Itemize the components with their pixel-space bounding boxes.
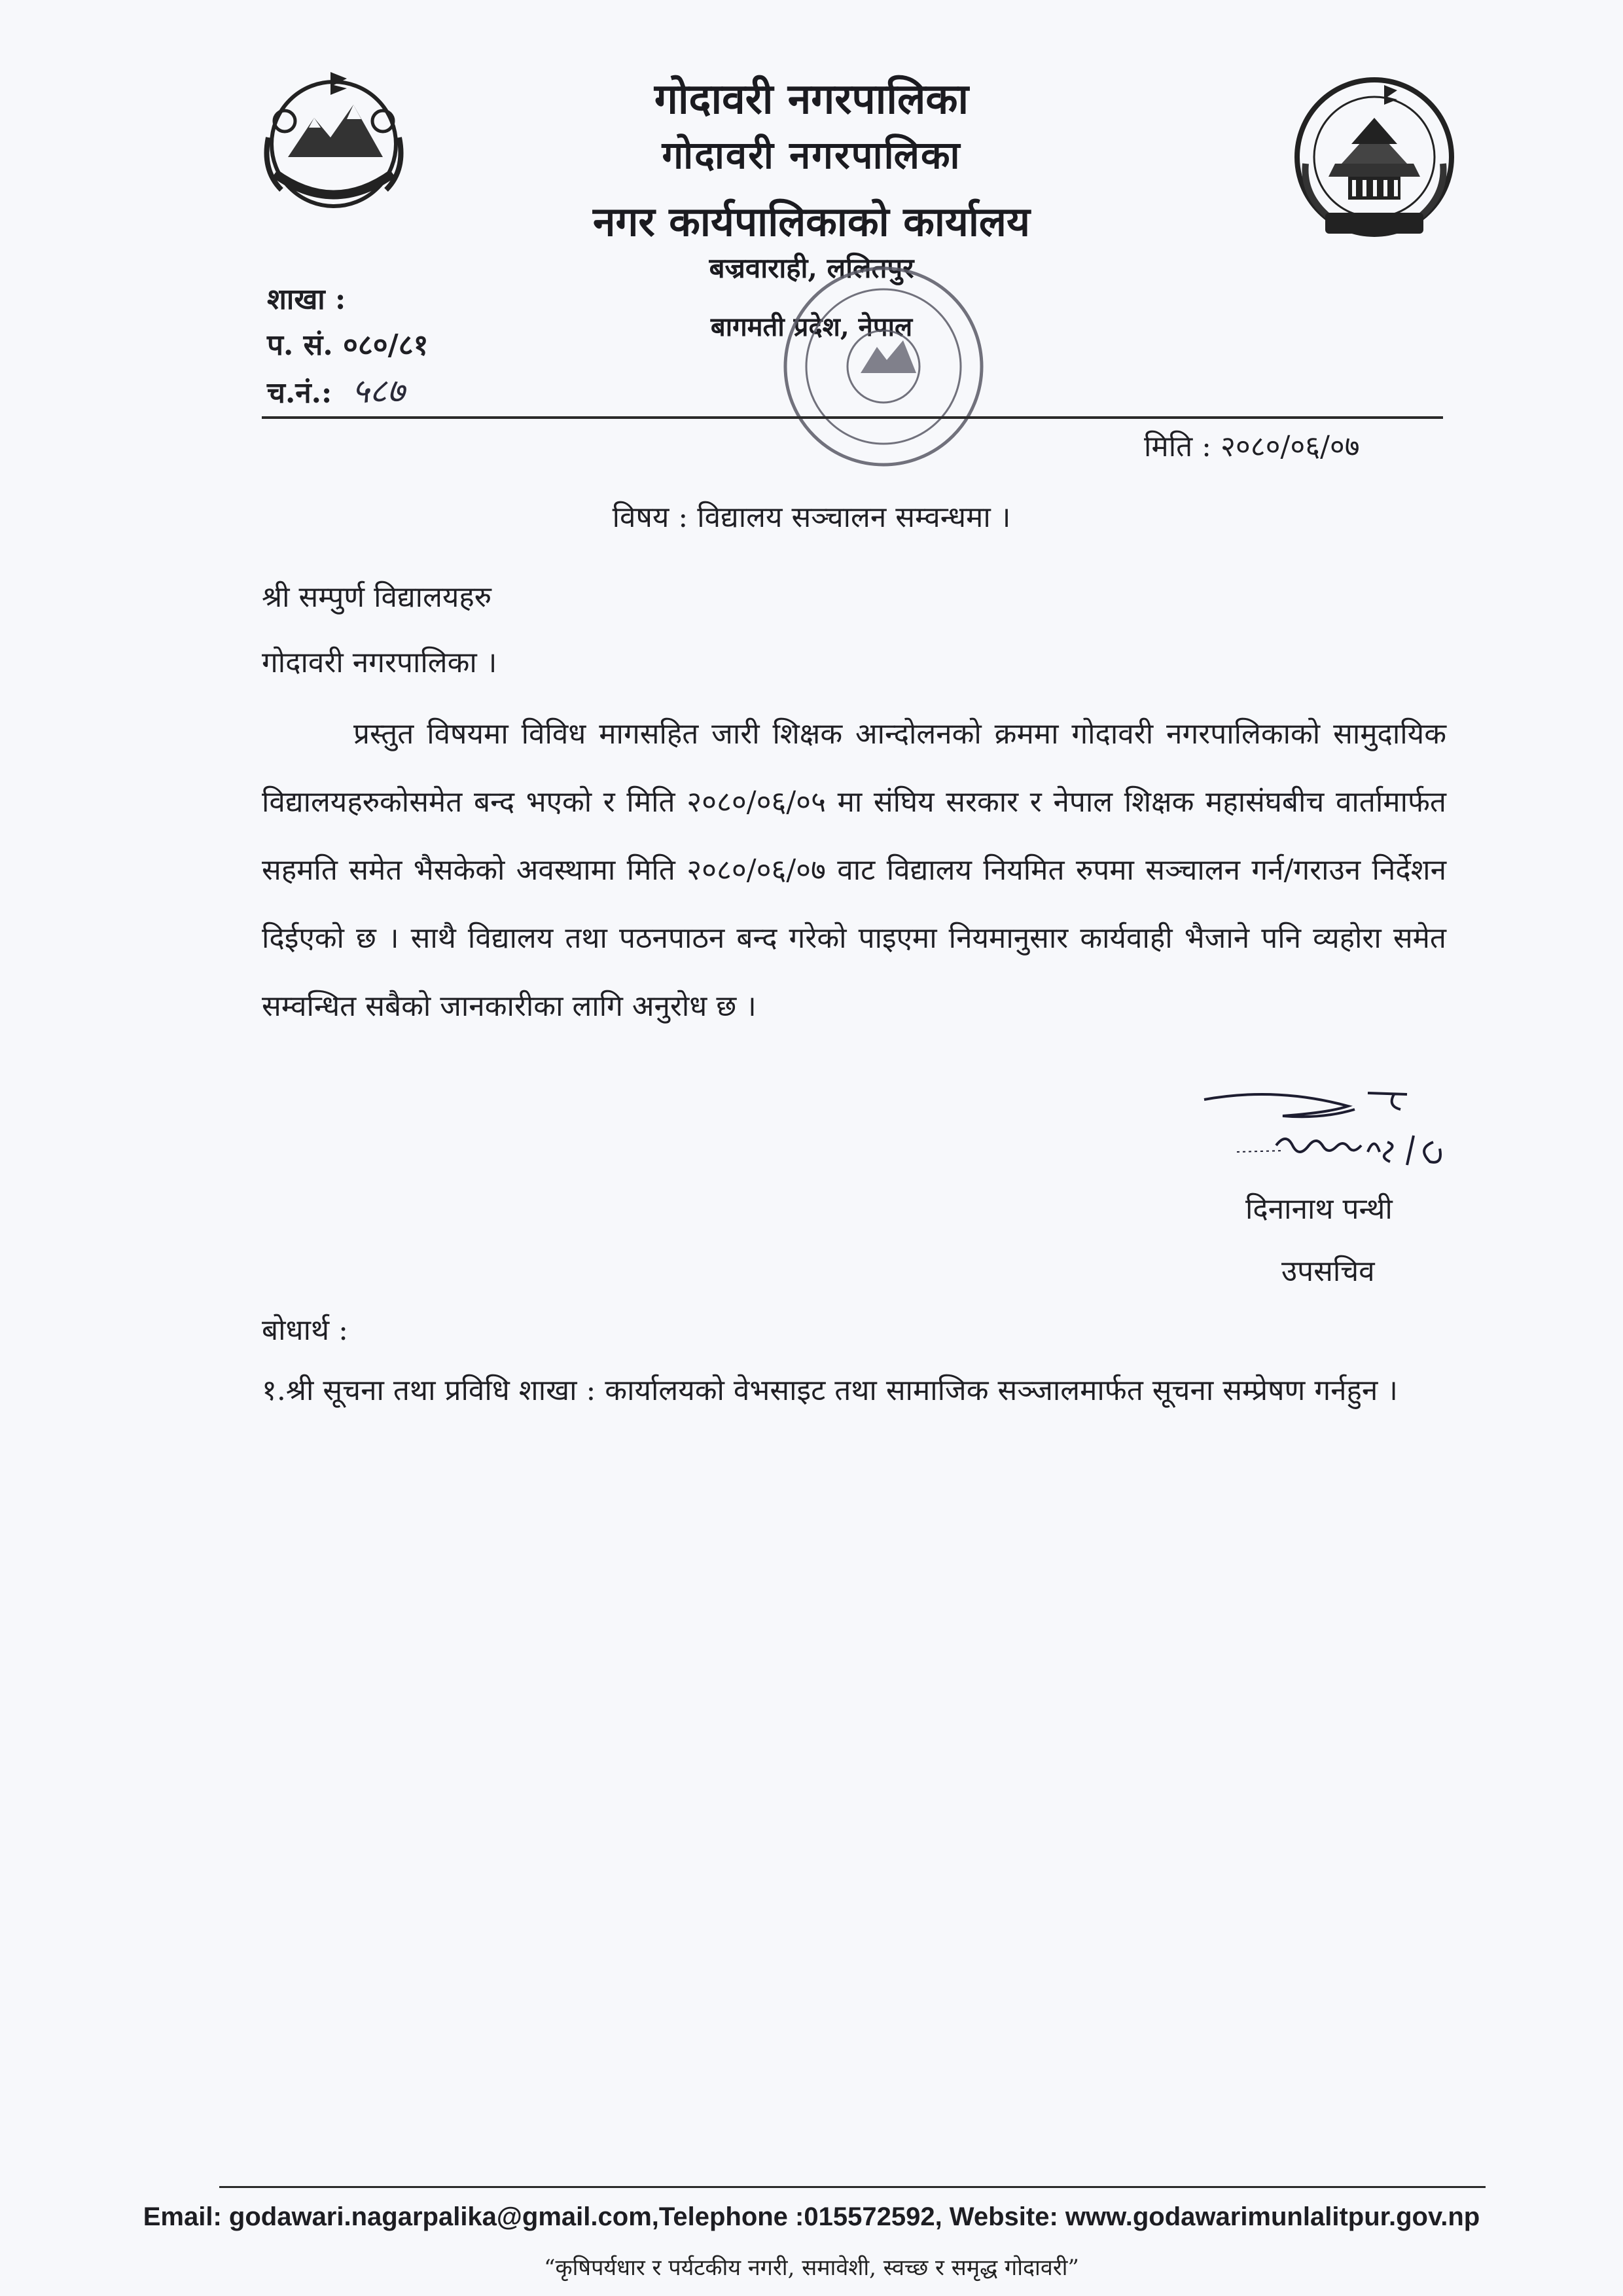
cc-heading: बोधार्थ : [262,1314,348,1347]
office-name: नगर कार्यपालिकाको कार्यालय [593,198,1030,245]
signer-name: दिनानाथ पन्थी [1245,1193,1393,1226]
cc-item-1: १.श्री सूचना तथा प्रविधि शाखा : कार्यालयको वेभसाइट तथा सामाजिक सञ्जालमार्फत सूचना सम्प्रेषण गर्नहुन । [262,1374,1398,1407]
org-name-script: गोदावरी नगरपालिका [662,133,961,177]
handwritten-signature [1198,1080,1499,1185]
footer-divider [219,2186,1486,2188]
chalani-label: च.नं.: [267,376,332,410]
footer-motto: “कृषिपर्यधार र पर्यटकीय नगरी, समावेशी, स्वच्छ र समृद्ध गोदावरी” [544,2255,1079,2281]
letter-date: मिति : २०८०/०६/०७ [1144,430,1360,463]
org-name: गोदावरी नगरपालिका [654,75,969,124]
signer-title: उपसचिव [1281,1255,1375,1288]
footer-contact: Email: godawari.nagarpalika@gmail.com,Telephone :015572592, Website: www.godawarimunlalitpur.gov.np [143,2202,1480,2231]
chalani-value: ५८७ [351,372,405,411]
shakha-label: शाखा : [267,283,346,316]
addressee-line-2: गोदावरी नगरपालिका । [262,646,497,679]
patra-sankhya: प. सं. ०८०/८१ [267,329,429,362]
address-line-1: बज्रवाराही, ललितपुर [709,252,914,284]
office-stamp [756,262,1011,497]
chalani-number [267,367,404,413]
letter-body: प्रस्तुत विषयमा विविध मागसहित जारी शिक्षक आन्दोलनको क्रममा गोदावरी नगरपालिकाको सामुदायिक विद्यालयहरुकोसमेत बन्द भएको र मिति २०८०/०६/०५ मा संघिय सरकार र नेपाल शिक्षक महासंघबीच वार्तामार्फत सहमति समेत भैसकेको अवस्थामा मिति २०८०/०६/०७ वाट विद्यालय नियमित रुपमा सञ्चालन गर्न/गराउन निर्देशन दिईएको छ । साथै विद्यालय तथा पठनपाठन बन्द गरेको पाइएमा नियमानुसार कार्यवाही भैजाने पनि व्यहोरा समेत सम्वन्धित सबैको जानकारीका लागि अनुरोध छ । [262,717,1446,1023]
addressee-line-1: श्री सम्पुर्ण विद्यालयहरु [262,581,492,614]
address-line-2: बागमती प्रदेश, नेपाल [710,312,913,342]
subject-line: विषय : विद्यालय सञ्चालन सम्वन्धमा । [612,501,1011,534]
header-divider [262,416,1443,419]
